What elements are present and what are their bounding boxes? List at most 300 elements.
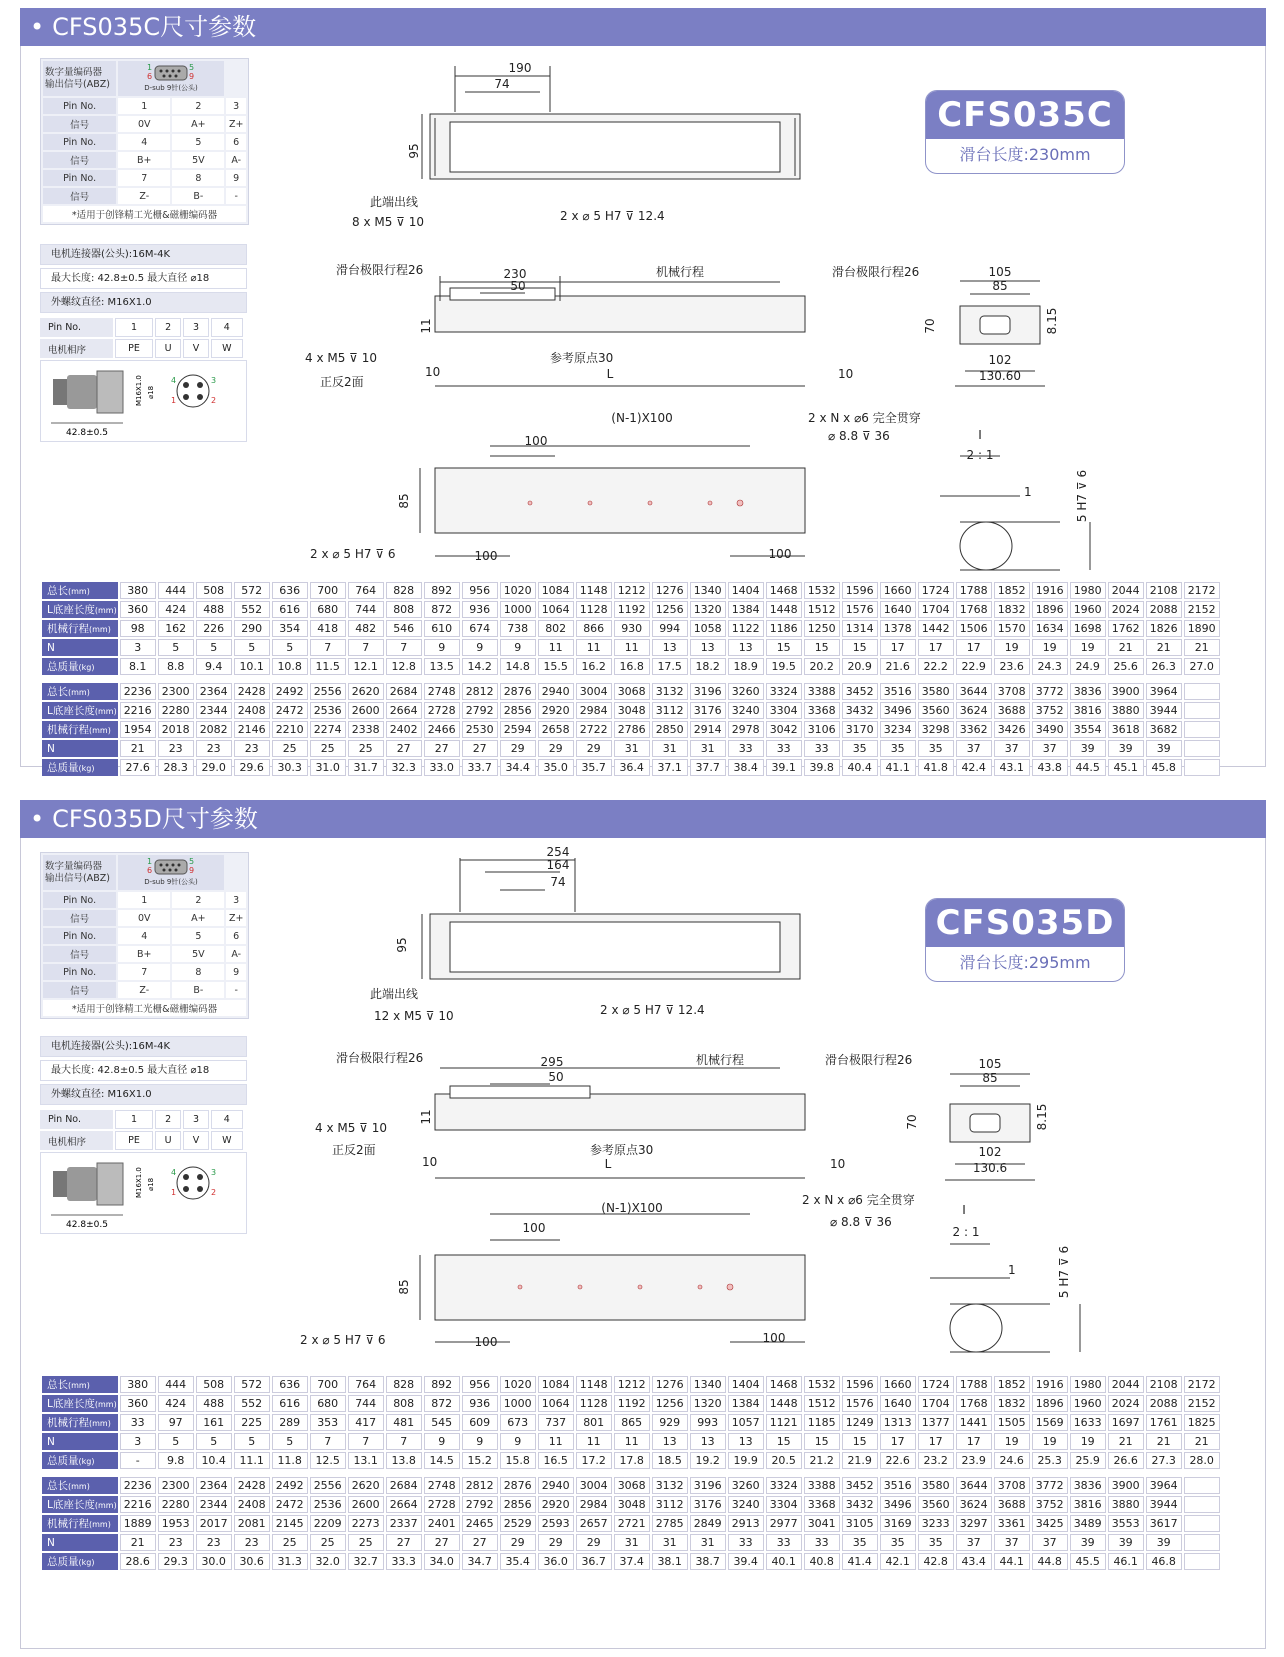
table-cell — [1184, 1496, 1220, 1513]
signal-cell: B+ — [118, 152, 170, 168]
table-cell: 31 — [614, 740, 650, 757]
table-cell: 2465 — [462, 1515, 498, 1532]
table-cell: 636 — [272, 582, 308, 599]
table-cell: 2172 — [1184, 1376, 1220, 1393]
table-row — [42, 639, 1220, 656]
table-cell: 1532 — [804, 582, 840, 599]
table-cell: 44.1 — [994, 1553, 1030, 1570]
table-cell: 424 — [158, 1395, 194, 1412]
svg-text:2 x ⌀ 5 H7 ⊽ 12.4: 2 x ⌀ 5 H7 ⊽ 12.4 — [600, 1003, 705, 1017]
svg-text:1: 1 — [147, 857, 153, 866]
svg-text:230: 230 — [503, 267, 527, 281]
table-cell: 2081 — [234, 1515, 270, 1532]
table-cell: 12.8 — [386, 658, 422, 675]
table-row — [42, 1433, 1220, 1450]
svg-text:(N-1)X100: (N-1)X100 — [611, 411, 673, 425]
table-cell: 32.3 — [386, 759, 422, 776]
table-cell: 1698 — [1070, 620, 1106, 637]
table-cell: 1954 — [120, 721, 156, 738]
table-cell: 1020 — [500, 1376, 536, 1393]
table-cell: 30.6 — [234, 1553, 270, 1570]
table-cell: 744 — [348, 601, 384, 618]
table-cell: 1852 — [994, 582, 1030, 599]
table-cell: 1320 — [690, 1395, 726, 1412]
table-cell: 19 — [1070, 1433, 1106, 1450]
row-label: 总长(mm) — [42, 582, 118, 599]
svg-text:100: 100 — [474, 549, 498, 563]
table-cell: 1064 — [538, 601, 574, 618]
table-cell: 380 — [120, 582, 156, 599]
svg-text:⌀ 8.8 ⊽ 36: ⌀ 8.8 ⊽ 36 — [830, 1215, 892, 1229]
table-cell: 2152 — [1184, 1395, 1220, 1412]
row-label: 机械行程(mm) — [42, 1414, 118, 1431]
table-cell: 1953 — [158, 1515, 194, 1532]
table-cell: 7 — [348, 639, 384, 656]
table-cell: 22.2 — [918, 658, 954, 675]
table-cell: 12.1 — [348, 658, 384, 675]
table-cell: 3964 — [1146, 683, 1182, 700]
table-cell: 17 — [918, 639, 954, 656]
table-cell: 1704 — [918, 1395, 954, 1412]
table-cell: 39.8 — [804, 759, 840, 776]
table-cell: 1576 — [842, 601, 878, 618]
table-row — [42, 759, 1220, 776]
table-cell: 1121 — [766, 1414, 802, 1431]
table-cell: 3496 — [880, 702, 916, 719]
svg-text:74: 74 — [494, 77, 510, 91]
table-cell: 929 — [652, 1414, 688, 1431]
table-cell: 545 — [424, 1414, 460, 1431]
table-cell: 1889 — [120, 1515, 156, 1532]
row-label: 总长(mm) — [42, 1376, 118, 1393]
table-cell: 98 — [120, 620, 156, 637]
table-cell: 27 — [462, 1534, 498, 1551]
table-cell: 2472 — [272, 1496, 308, 1513]
svg-text:295: 295 — [540, 1055, 564, 1069]
table-cell: 3836 — [1070, 1477, 1106, 1494]
table-row — [42, 1414, 1220, 1431]
table-row — [42, 702, 1220, 719]
table-cell: 2984 — [576, 1496, 612, 1513]
svg-text:100: 100 — [768, 547, 792, 561]
table-cell: 3816 — [1070, 1496, 1106, 1513]
signal-cell: B- — [172, 188, 224, 204]
table-cell: 1314 — [842, 620, 878, 637]
motor-pin-table: Pin No. 1 2 3 4 电机相序 PE U V W — [38, 316, 245, 360]
table-cell: 15 — [842, 1433, 878, 1450]
table-cell: 2401 — [424, 1515, 460, 1532]
table-cell: 2600 — [348, 702, 384, 719]
table-cell: 3304 — [766, 1496, 802, 1513]
table-cell: 3644 — [956, 683, 992, 700]
table-cell: 3361 — [994, 1515, 1030, 1532]
table-cell: 2280 — [158, 702, 194, 719]
table-cell: 2684 — [386, 1477, 422, 1494]
table-cell: 1826 — [1146, 620, 1182, 637]
table-cell: 11 — [538, 639, 574, 656]
table-cell: 865 — [614, 1414, 650, 1431]
table-cell: 1448 — [766, 601, 802, 618]
table-cell: 13 — [652, 1433, 688, 1450]
table-cell: 737 — [538, 1414, 574, 1431]
table-cell — [1184, 683, 1220, 700]
motor-max-length: 最大长度: 42.8±0.5 最大直径 ⌀18 — [40, 268, 247, 289]
table-cell: 1761 — [1146, 1414, 1182, 1431]
table-cell: 11 — [538, 1433, 574, 1450]
table-cell: 1980 — [1070, 582, 1106, 599]
table-row — [42, 1477, 1220, 1494]
table-cell: 1185 — [804, 1414, 840, 1431]
table-cell: 2024 — [1108, 1395, 1144, 1412]
table-cell: 33 — [804, 1534, 840, 1551]
svg-text:5 H7 ⊽ 6: 5 H7 ⊽ 6 — [1057, 1245, 1071, 1299]
svg-text:102: 102 — [988, 353, 1012, 367]
table-cell: 3432 — [842, 702, 878, 719]
table-cell: 21 — [1184, 639, 1220, 656]
svg-text:正反2面: 正反2面 — [332, 1143, 376, 1157]
table-cell — [1184, 721, 1220, 738]
table-cell: 993 — [690, 1414, 726, 1431]
table-cell: 18.2 — [690, 658, 726, 675]
table-cell: 23.6 — [994, 658, 1030, 675]
table-cell: 9.4 — [196, 658, 232, 675]
table-cell: 3617 — [1146, 1515, 1182, 1532]
table-cell: 29.0 — [196, 759, 232, 776]
table-row — [42, 1376, 1220, 1393]
table-cell: 21.9 — [842, 1452, 878, 1469]
table-cell — [1184, 702, 1220, 719]
table-cell: 2338 — [348, 721, 384, 738]
table-cell: 3169 — [880, 1515, 916, 1532]
table-cell: 488 — [196, 601, 232, 618]
row-label: N — [42, 639, 118, 656]
signal-cell: B+ — [118, 946, 170, 962]
table-cell: 1020 — [500, 582, 536, 599]
pin-label: Pin No. — [43, 928, 116, 944]
table-cell: 27.3 — [1146, 1452, 1182, 1469]
table-row — [42, 1515, 1220, 1532]
pin-label: Pin No. — [43, 170, 116, 186]
pin-cell: 2 — [172, 98, 224, 114]
table-cell: 1256 — [652, 601, 688, 618]
pin-cell: 1 — [118, 98, 170, 114]
table-cell: 2210 — [272, 721, 308, 738]
table-cell: 33 — [804, 740, 840, 757]
table-cell: 3772 — [1032, 1477, 1068, 1494]
table-cell: 23 — [196, 740, 232, 757]
table-cell: 25 — [272, 1534, 308, 1551]
table-cell: 3496 — [880, 1496, 916, 1513]
svg-text:M16X1.0: M16X1.0 — [135, 375, 143, 406]
table-cell: 19 — [994, 639, 1030, 656]
table-cell: 39 — [1070, 1534, 1106, 1551]
pin-cell: 9 — [226, 964, 246, 980]
table-cell: 1128 — [576, 1395, 612, 1412]
table-cell: 5 — [196, 1433, 232, 1450]
signal-cell: Z+ — [226, 910, 246, 926]
row-label: 机械行程(mm) — [42, 620, 118, 637]
table-cell: 2536 — [310, 702, 346, 719]
table-cell: 20.2 — [804, 658, 840, 675]
table-cell: 3260 — [728, 1477, 764, 1494]
table-cell: 33.7 — [462, 759, 498, 776]
table-cell: 25 — [348, 740, 384, 757]
table-cell: 2492 — [272, 683, 308, 700]
signal-cell: 5V — [172, 152, 224, 168]
table-cell: 34.0 — [424, 1553, 460, 1570]
table-cell: 610 — [424, 620, 460, 637]
svg-text:⌀18: ⌀18 — [147, 1177, 155, 1191]
table-cell: 3560 — [918, 702, 954, 719]
table-cell: 1825 — [1184, 1414, 1220, 1431]
svg-text:100: 100 — [524, 434, 548, 448]
table-cell: 3944 — [1146, 702, 1182, 719]
svg-text:50: 50 — [548, 1070, 564, 1084]
table-cell: 3752 — [1032, 1496, 1068, 1513]
svg-text:滑台极限行程26: 滑台极限行程26 — [336, 263, 424, 277]
svg-text:12 x M5 ⊽ 10: 12 x M5 ⊽ 10 — [374, 1009, 454, 1023]
table-cell: 424 — [158, 601, 194, 618]
table-cell: 3298 — [918, 721, 954, 738]
table-row — [42, 683, 1220, 700]
table-cell: 30.3 — [272, 759, 308, 776]
table-cell: 35 — [880, 740, 916, 757]
svg-text:95: 95 — [407, 143, 421, 159]
table-cell: 2088 — [1146, 1395, 1182, 1412]
table-cell: 3816 — [1070, 702, 1106, 719]
table-cell: 444 — [158, 1376, 194, 1393]
table-cell: 1313 — [880, 1414, 916, 1431]
motor-panel — [40, 244, 247, 442]
table-cell: 1532 — [804, 1376, 840, 1393]
table-cell: 21 — [1108, 1433, 1144, 1450]
table-cell: 21 — [120, 740, 156, 757]
pin-label: Pin No. — [43, 964, 116, 980]
table-cell: 2920 — [538, 1496, 574, 1513]
table-cell: 13.8 — [386, 1452, 422, 1469]
table-cell: 31 — [652, 1534, 688, 1551]
table-cell: 27 — [386, 740, 422, 757]
table-cell: 3176 — [690, 1496, 726, 1513]
table-cell: 29.3 — [158, 1553, 194, 1570]
table-cell: 3 — [120, 639, 156, 656]
table-cell: 1212 — [614, 1376, 650, 1393]
table-cell: 994 — [652, 620, 688, 637]
table-cell: 1249 — [842, 1414, 878, 1431]
svg-text:3: 3 — [211, 1168, 217, 1177]
pin-cell: 9 — [226, 170, 246, 186]
table-cell: 1442 — [918, 620, 954, 637]
row-label: L底座长度(mm) — [42, 601, 118, 618]
table-cell — [1184, 759, 1220, 776]
pin-label: Pin No. — [43, 134, 116, 150]
table-cell: 572 — [234, 582, 270, 599]
table-cell: 25.9 — [1070, 1452, 1106, 1469]
table-cell: 7 — [386, 639, 422, 656]
table-cell: 36.0 — [538, 1553, 574, 1570]
signal-cell: A+ — [172, 910, 224, 926]
dsub-connector-icon — [118, 855, 224, 890]
signal-cell: Z- — [118, 188, 170, 204]
table-cell: 1512 — [804, 1395, 840, 1412]
table-cell: 37 — [956, 1534, 992, 1551]
svg-text:参考原点30: 参考原点30 — [590, 1143, 654, 1157]
table-cell: 3452 — [842, 1477, 878, 1494]
table-cell: 444 — [158, 582, 194, 599]
table-cell: 2728 — [424, 1496, 460, 1513]
table-row — [42, 1496, 1220, 1513]
table-cell: 41.8 — [918, 759, 954, 776]
section-header: • CFS035C尺寸参数 — [20, 8, 1266, 46]
svg-text:正反2面: 正反2面 — [320, 375, 364, 389]
table-cell: 27.6 — [120, 759, 156, 776]
table-cell: 1468 — [766, 1376, 802, 1393]
svg-text:2 : 1: 2 : 1 — [952, 1225, 980, 1239]
motor-pin-table: Pin No. 1 2 3 4 电机相序 PE U V W — [38, 1108, 245, 1152]
table-cell: 1340 — [690, 1376, 726, 1393]
table-cell: 1186 — [766, 620, 802, 637]
svg-text:滑台极限行程26: 滑台极限行程26 — [336, 1051, 424, 1065]
table-cell: 25.6 — [1108, 658, 1144, 675]
svg-text:11: 11 — [419, 318, 433, 334]
table-cell: 38.1 — [652, 1553, 688, 1570]
table-cell: 43.8 — [1032, 759, 1068, 776]
table-cell: 13.1 — [348, 1452, 384, 1469]
table-cell: 828 — [386, 582, 422, 599]
spec-table — [40, 1374, 1222, 1572]
table-cell: 3048 — [614, 702, 650, 719]
table-cell: 2856 — [500, 702, 536, 719]
svg-text:1: 1 — [171, 396, 177, 405]
table-cell: 9 — [424, 1433, 460, 1450]
table-cell: 764 — [348, 582, 384, 599]
motor-connector-drawing — [40, 1152, 247, 1234]
badge-model: CFS035D — [926, 899, 1124, 947]
svg-text:5 H7 ⊽ 6: 5 H7 ⊽ 6 — [1075, 469, 1089, 523]
table-cell: 1384 — [728, 1395, 764, 1412]
table-cell: 680 — [310, 1395, 346, 1412]
table-cell: 21.2 — [804, 1452, 840, 1469]
table-cell: 3554 — [1070, 721, 1106, 738]
table-cell: 8.1 — [120, 658, 156, 675]
svg-text:42.8±0.5: 42.8±0.5 — [66, 428, 108, 438]
table-cell: 1404 — [728, 1376, 764, 1393]
table-cell: 680 — [310, 601, 346, 618]
svg-text:8 x M5 ⊽ 10: 8 x M5 ⊽ 10 — [352, 215, 425, 229]
table-cell: 3688 — [994, 1496, 1030, 1513]
table-cell: 8.8 — [158, 658, 194, 675]
svg-text:70: 70 — [923, 318, 937, 334]
table-cell: 18.9 — [728, 658, 764, 675]
table-cell: 2466 — [424, 721, 460, 738]
table-cell: 9 — [500, 639, 536, 656]
signal-label: 信号 — [43, 116, 116, 132]
table-cell: 17 — [918, 1433, 954, 1450]
table-cell: 2876 — [500, 683, 536, 700]
table-row — [42, 1395, 1220, 1412]
row-label: 总质量(kg) — [42, 1452, 118, 1469]
table-cell: 24.6 — [994, 1452, 1030, 1469]
table-cell: 2728 — [424, 702, 460, 719]
table-cell: 10.4 — [196, 1452, 232, 1469]
table-cell: 3041 — [804, 1515, 840, 1532]
svg-text:42.8±0.5: 42.8±0.5 — [66, 1220, 108, 1230]
table-cell: 738 — [500, 620, 536, 637]
table-cell: 3196 — [690, 1477, 726, 1494]
table-cell: 2428 — [234, 683, 270, 700]
table-cell: 9 — [500, 1433, 536, 1450]
table-cell: 5 — [272, 639, 308, 656]
motor-connector: 电机连接器(公头):16M-4K — [40, 1036, 247, 1057]
table-cell: 1640 — [880, 1395, 916, 1412]
svg-text:190: 190 — [508, 61, 532, 75]
table-cell: 2018 — [158, 721, 194, 738]
signal-cell: 5V — [172, 946, 224, 962]
table-cell: 24.9 — [1070, 658, 1106, 675]
table-cell: 21 — [120, 1534, 156, 1551]
table-cell: 46.1 — [1108, 1553, 1144, 1570]
table-cell: 1634 — [1032, 620, 1068, 637]
table-cell: 2556 — [310, 683, 346, 700]
table-cell: 23 — [196, 1534, 232, 1551]
table-cell: 26.6 — [1108, 1452, 1144, 1469]
motor-connector: 电机连接器(公头):16M-4K — [40, 244, 247, 265]
table-cell: 16.5 — [538, 1452, 574, 1469]
table-cell: 1570 — [994, 620, 1030, 637]
table-cell: 17.2 — [576, 1452, 612, 1469]
table-cell: 3324 — [766, 1477, 802, 1494]
table-cell: 1256 — [652, 1395, 688, 1412]
motor-max-length: 最大长度: 42.8±0.5 最大直径 ⌀18 — [40, 1060, 247, 1081]
table-cell: 1596 — [842, 1376, 878, 1393]
table-cell: 35.0 — [538, 759, 574, 776]
row-label: 总质量(kg) — [42, 658, 118, 675]
table-cell: 40.1 — [766, 1553, 802, 1570]
table-cell: 1640 — [880, 601, 916, 618]
table-cell: 11 — [614, 1433, 650, 1450]
table-cell: 2620 — [348, 683, 384, 700]
table-cell: 892 — [424, 582, 460, 599]
row-label: 总质量(kg) — [42, 759, 118, 776]
table-cell: 1896 — [1032, 601, 1068, 618]
dsub-connector-icon — [118, 61, 224, 96]
table-cell: 17.8 — [614, 1452, 650, 1469]
badge-subtitle: 滑台长度:230mm — [959, 145, 1091, 164]
table-cell: 289 — [272, 1414, 308, 1431]
table-cell: 9 — [462, 1433, 498, 1450]
table-cell: 892 — [424, 1376, 460, 1393]
pin-cell: 4 — [118, 928, 170, 944]
table-cell: 27 — [462, 740, 498, 757]
table-cell: 3624 — [956, 1496, 992, 1513]
table-cell — [1184, 1515, 1220, 1532]
table-cell: 418 — [310, 620, 346, 637]
table-cell: 1404 — [728, 582, 764, 599]
table-cell: 636 — [272, 1376, 308, 1393]
table-cell: 29.6 — [234, 759, 270, 776]
table-cell: 29 — [500, 1534, 536, 1551]
table-cell: 3772 — [1032, 683, 1068, 700]
table-cell: 1057 — [728, 1414, 764, 1431]
table-cell: 3580 — [918, 683, 954, 700]
svg-text:4 x M5 ⊽ 10: 4 x M5 ⊽ 10 — [305, 351, 378, 365]
row-label: 机械行程(mm) — [42, 721, 118, 738]
svg-text:6: 6 — [147, 866, 153, 875]
table-cell: 7 — [348, 1433, 384, 1450]
table-cell: 2984 — [576, 702, 612, 719]
table-cell: 37 — [994, 740, 1030, 757]
table-cell: 21 — [1146, 1433, 1182, 1450]
